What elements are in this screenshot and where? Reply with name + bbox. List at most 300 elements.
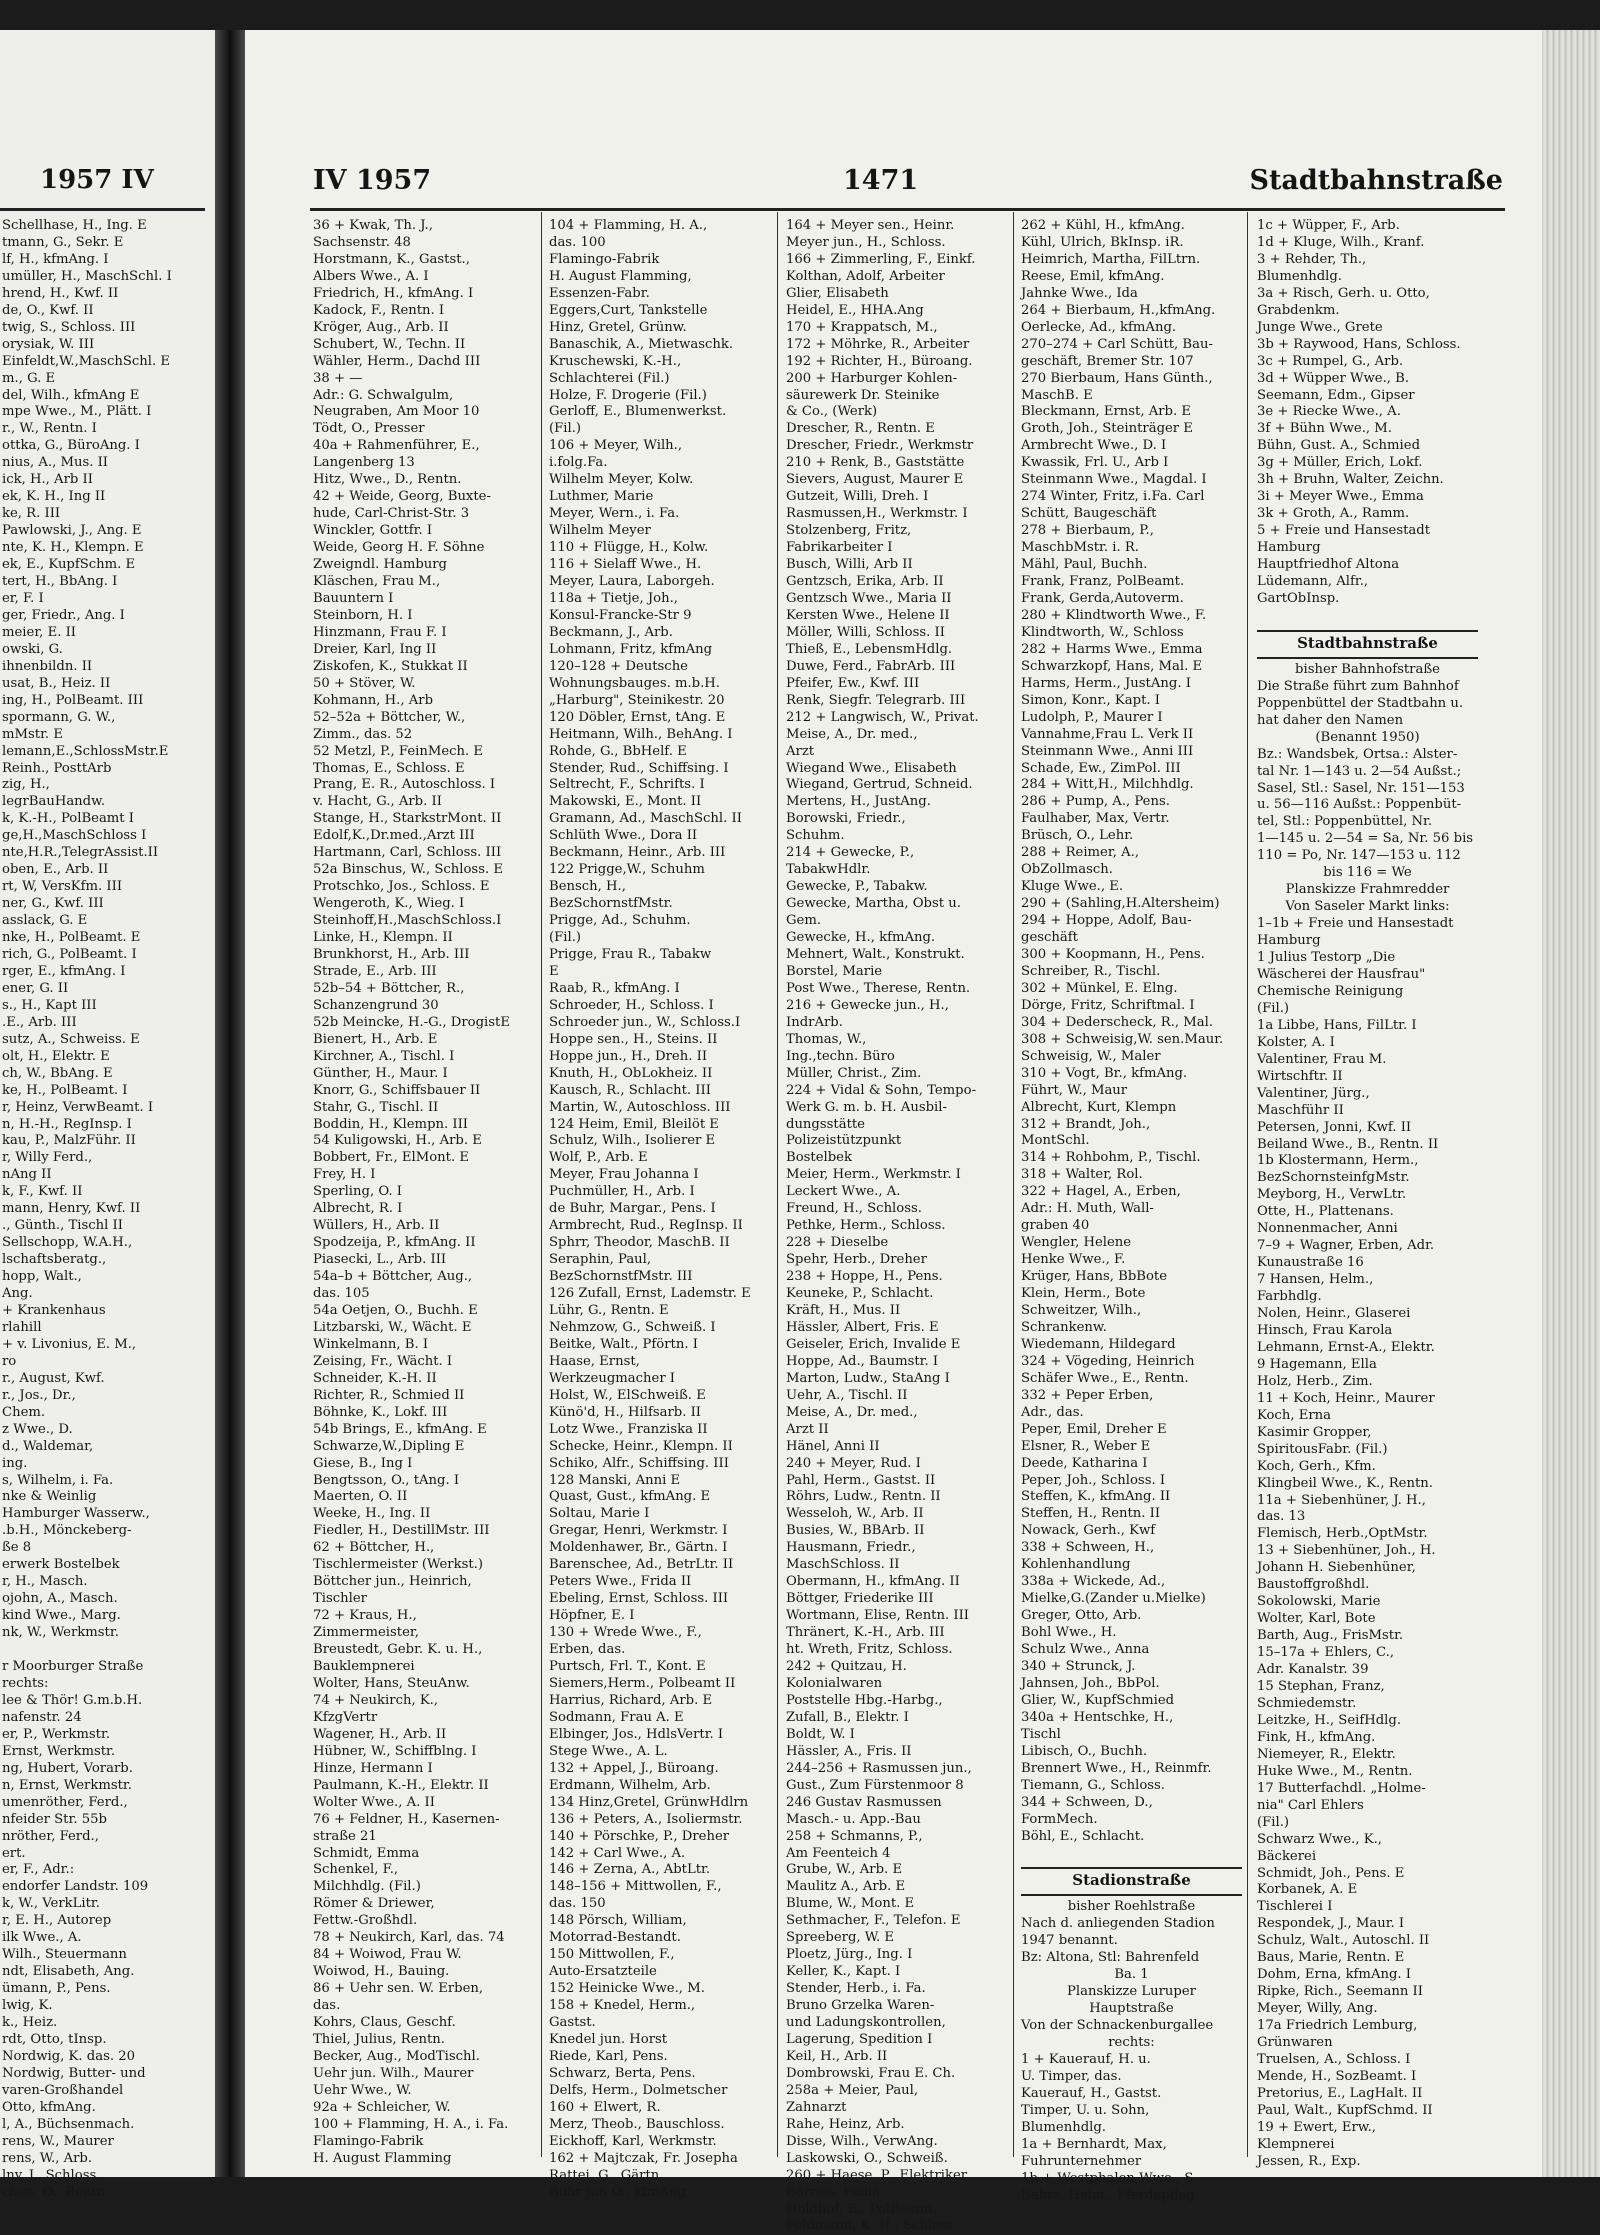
directory-entry: + Krankenhaus: [2, 1303, 106, 1318]
directory-entry: Gutzeit, Willi, Dreh. I: [786, 489, 929, 505]
directory-entry: Schweisig, W., Maler: [1021, 1048, 1161, 1064]
directory-entry: (Fil.): [549, 421, 582, 437]
directory-entry: nius, A., Mus. II: [2, 455, 109, 471]
directory-entry: SpiritousFabr. (Fil.): [1257, 1441, 1388, 1457]
directory-entry: (Fil.): [1257, 1000, 1290, 1016]
directory-entry: Petersen, Jonni, Kwf. II: [1257, 1119, 1412, 1135]
directory-entry: r., W., Rentn. I: [2, 421, 97, 437]
directory-entry: mann, Henry, Kwf. II: [2, 1201, 141, 1217]
directory-entry: Boldt, W. I: [786, 1726, 855, 1742]
directory-entry: 192 + Richter, H., Büroang.: [786, 353, 973, 369]
directory-entry: dungsstätte: [786, 1116, 865, 1132]
directory-entry: Kohlenhandlung: [1021, 1557, 1131, 1573]
directory-entry: Hamburg: [1257, 540, 1321, 556]
directory-entry: Schlüth Wwe., Dora II: [549, 828, 698, 844]
directory-entry: Fuhrunternehmer: [1021, 2153, 1142, 2169]
directory-entry: endorfer Landstr. 109: [2, 1879, 149, 1895]
directory-entry: Elbinger, Jos., HdlsVertr. I: [549, 1726, 724, 1742]
directory-entry: Purtsch, Frl. T., Kont. E: [549, 1659, 706, 1675]
directory-entry: Chem.: [2, 1404, 46, 1420]
directory-entry: ojohn, A., Masch.: [2, 1591, 118, 1607]
directory-entry: Steinmann Wwe., Magdal. I: [1021, 472, 1207, 488]
directory-entry: Schwarze,W.,Dipling E: [313, 1438, 465, 1454]
directory-entry: Schulz Wwe., Anna: [1021, 1642, 1150, 1658]
directory-entry: Gerloff, E., Blumenwerkst.: [549, 404, 727, 420]
directory-column-5: [1257, 218, 1478, 2171]
directory-entry: das. 100: [549, 234, 606, 250]
directory-entry: 1a Libbe, Hans, FilLtr. I: [1257, 1017, 1417, 1033]
directory-entry: Gewecke, Martha, Obst u.: [786, 896, 961, 912]
directory-entry: MontSchl.: [1021, 1133, 1090, 1149]
directory-entry: z Wwe., D.: [2, 1421, 73, 1437]
directory-entry: ObZollmasch.: [1021, 862, 1113, 878]
directory-entry: Rohde, G., BbHelf. E: [549, 743, 687, 759]
directory-entry: Klein, Herm., Bote: [1021, 1286, 1146, 1302]
directory-entry: er, P., Werkmstr.: [2, 1726, 111, 1742]
directory-entry: Nordwig, Butter- und: [2, 2065, 146, 2081]
directory-entry: Gentzsch Wwe., Maria II: [786, 590, 952, 606]
directory-entry: nke & Weinlig: [2, 1489, 97, 1505]
directory-entry: r, Willy Ferd.,: [2, 1150, 93, 1166]
directory-entry: hopp, Walt.,: [2, 1269, 82, 1285]
section-note: rechts:: [1108, 2035, 1155, 2051]
directory-entry: Ziskofen, K., Stukkat II: [313, 658, 468, 674]
directory-entry: Hoppe jun., H., Dreh. II: [549, 1048, 708, 1064]
directory-entry: Beiland Wwe., B., Rentn. II: [1257, 1136, 1439, 1152]
directory-entry: 244–256 + Rasmussen jun.,: [786, 1760, 972, 1776]
directory-entry: de, O., Kwf. II: [2, 302, 94, 318]
directory-entry: 242 + Quitzau, H.: [786, 1659, 907, 1675]
directory-entry: Pawlowski, J., Ang. E: [2, 523, 142, 539]
directory-entry: Stange, H., StarkstrMont. II: [313, 811, 502, 827]
directory-entry: ek, E., KupfSchm. E: [2, 557, 136, 573]
directory-entry: Weide, Georg H. F. Söhne: [313, 540, 485, 556]
directory-entry: Zimmermeister,: [313, 1625, 419, 1641]
directory-entry: Nach d. anliegenden Stadion: [1021, 1916, 1215, 1932]
directory-entry: 150 Mittwollen, F.,: [549, 1947, 675, 1963]
directory-entry: Groth, Joh., Steinträger E: [1021, 421, 1193, 437]
directory-entry: Milchhdlg. (Fil.): [313, 1879, 421, 1895]
directory-entry: 52b–54 + Böttcher, R.,: [313, 980, 465, 996]
directory-entry: Junge Wwe., Grete: [1257, 319, 1383, 335]
directory-entry: Pethke, Herm., Schloss.: [786, 1218, 946, 1234]
directory-entry: Schade, Ew., ZimPol. III: [1021, 760, 1181, 776]
street-section-title: Stadionstraße: [1072, 1871, 1191, 1890]
directory-entry: 3 + Rehder, Th.,: [1257, 251, 1367, 267]
directory-entry: Thomas, E., Schloss. E: [313, 760, 465, 776]
directory-entry: lny, J., Schloss.: [2, 2167, 101, 2183]
street-section-title: Stadtbahnstraße: [1297, 633, 1438, 652]
directory-entry: Wolter, Karl, Bote: [1257, 1611, 1376, 1627]
directory-entry: 302 + Münkel, E. Elng.: [1021, 980, 1178, 996]
directory-entry: Thieß, E., LebensmHdlg.: [786, 641, 953, 657]
directory-entry: Böhl, E., Schlacht.: [1021, 1828, 1145, 1844]
directory-entry: Grünwaren: [1257, 2035, 1333, 2051]
directory-entry: 1 Julius Testorp „Die: [1257, 950, 1396, 966]
directory-entry: Renk, Siegfr. Telegrarb. III: [786, 692, 966, 708]
directory-entry: Moldenhawer, Br., Gärtn. I: [549, 1540, 728, 1556]
directory-entry: Kläschen, Frau M.,: [313, 574, 441, 590]
section-note: bisher Bahnhofstraße: [1295, 661, 1440, 677]
directory-entry: Jahnsen, Joh., BbPol.: [1021, 1675, 1160, 1691]
directory-entry: Glier, Elisabeth: [786, 285, 889, 301]
directory-entry: Flamingo-Fabrik: [549, 251, 660, 267]
directory-entry: Thiel, Julius, Rentn.: [313, 2031, 445, 2047]
directory-entry: straße 21: [313, 1828, 377, 1844]
directory-entry: 120–128 + Deutsche: [549, 658, 688, 674]
directory-entry: Hoppe, Ad., Baumstr. I: [786, 1353, 939, 1369]
directory-entry: 172 + Möhrke, R., Arbeiter: [786, 336, 970, 352]
directory-entry: 110 = Po, Nr. 147—153 u. 112: [1257, 848, 1461, 864]
directory-entry: Albers Wwe., A. I: [313, 268, 429, 284]
directory-entry: Kasimir Gropper,: [1257, 1424, 1372, 1440]
directory-entry: Barenschee, Ad., BetrLtr. II: [549, 1557, 734, 1573]
directory-entry: r, Heinz, VerwBeamt. I: [2, 1099, 154, 1115]
directory-entry: Borstel, Marie: [786, 963, 883, 979]
directory-entry: 13 + Siebenhüner, Joh., H.: [1257, 1543, 1436, 1559]
directory-entry: Hamburger Wasserw.,: [2, 1506, 150, 1522]
directory-entry: BezSchornsteinfgMstr.: [1257, 1170, 1410, 1186]
directory-entry: Lühr, G., Rentn. E: [549, 1303, 669, 1318]
directory-entry: nk, W., Werkmstr.: [2, 1625, 119, 1641]
directory-entry: ndt, Elisabeth, Ang.: [2, 1964, 135, 1980]
directory-entry: zig, H.,: [2, 777, 50, 793]
directory-entry: (Fil.): [549, 930, 582, 946]
directory-entry: Borowski, Friedr.,: [786, 811, 906, 827]
directory-entry: 312 + Brandt, Joh.,: [1021, 1116, 1151, 1132]
directory-entry: Blumenhdlg.: [1257, 268, 1342, 284]
directory-entry: s., H., Kapt III: [2, 997, 97, 1013]
directory-entry: Meise, A., Dr. med.,: [786, 726, 918, 742]
directory-entry: Baustoffgroßhdl.: [1257, 1577, 1370, 1593]
directory-entry: Freund, H., Schloss.: [786, 1201, 922, 1217]
directory-entry: 294 + Hoppe, Adolf, Bau-: [1021, 913, 1192, 929]
directory-entry: Uehr, A., Tischl. II: [786, 1387, 908, 1403]
directory-entry: Holz, Herb., Zim.: [1257, 1373, 1373, 1389]
directory-entry: Schroeder jun., W., Schloss.I: [549, 1014, 741, 1030]
column-divider: [1013, 212, 1014, 2157]
directory-entry: Sasel, Stl.: Sasel, Nr. 151—153: [1257, 780, 1465, 796]
directory-entry: Gramann, Ad., MaschSchl. II: [549, 811, 742, 827]
directory-entry: Spehr, Herb., Dreher: [786, 1252, 927, 1268]
directory-entry: Ernst, Werkmstr.: [2, 1743, 116, 1759]
directory-entry: Korbanek, A. E: [1257, 1882, 1358, 1898]
directory-entry: MaschB. E: [1021, 387, 1093, 403]
directory-entry: Eickhoff, Karl, Werkmstr.: [549, 2133, 717, 2149]
directory-entry: TabakwHdlr.: [786, 862, 871, 878]
directory-entry: Heidel, E., HHA.Ang: [786, 302, 924, 318]
directory-entry: i.folg.Fa.: [549, 455, 608, 471]
header-street: Stadtbahnstraße: [1249, 165, 1503, 196]
directory-entry: Sethmacher, F., Telefon. E: [786, 1913, 961, 1929]
directory-entry: das.: [313, 1998, 341, 2014]
directory-entry: r, H., Masch.: [2, 1574, 88, 1590]
directory-entry: Schütt, Baugeschäft: [1021, 506, 1157, 522]
directory-entry: nröther, Ferd.,: [2, 1828, 99, 1844]
directory-entry: Arzt II: [786, 1421, 829, 1437]
directory-entry: Sperling, O. I: [313, 1184, 402, 1200]
directory-entry: Wolf, P., Arb. E: [549, 1150, 648, 1166]
directory-entry: Johann H. Siebenhüner,: [1257, 1560, 1416, 1576]
directory-entry: ke, H., PolBeamt. I: [2, 1082, 128, 1098]
directory-entry: Künö'd, H., Hilfsarb. II: [549, 1404, 702, 1420]
book-gutter: [215, 30, 245, 2177]
directory-entry: 340a + Hentschke, H.,: [1021, 1709, 1174, 1725]
directory-entry: Kausch, R., Schlacht. III: [549, 1082, 711, 1098]
directory-entry: Tischlerei I: [1257, 1899, 1333, 1915]
directory-entry: 1b + Westphalen Wwe., S.: [1021, 2170, 1198, 2186]
directory-entry: tmann, G., Sekr. E: [2, 234, 124, 250]
directory-entry: 3c + Rumpel, G., Arb.: [1257, 353, 1404, 369]
directory-entry: 3f + Bühn Wwe., M.: [1257, 421, 1392, 437]
directory-entry: 38 + —: [313, 370, 363, 386]
directory-entry: Respondek, J., Maur. I: [1257, 1916, 1405, 1932]
directory-entry: 72 + Kraus, H.,: [313, 1608, 417, 1624]
directory-entry: Brunkhorst, H., Arb. III: [313, 946, 470, 962]
directory-entry: Müller, Christ., Zim.: [786, 1065, 922, 1081]
directory-entry: Kluge Wwe., E.: [1021, 879, 1124, 895]
directory-entry: Fabrikarbeiter I: [786, 540, 893, 556]
directory-entry: Barth, Aug., FrisMstr.: [1257, 1628, 1404, 1644]
directory-entry: Fettw.-Großhdl.: [313, 1913, 418, 1929]
directory-entry: Von der Schnackenburgallee: [1021, 2018, 1214, 2034]
directory-entry: Raab, R., kfmAng. I: [549, 980, 680, 996]
directory-entry: 300 + Koopmann, H., Pens.: [1021, 946, 1205, 962]
directory-entry: 42 + Weide, Georg, Buxte-: [313, 489, 491, 505]
directory-entry: 148–156 + Mittwollen, F.,: [549, 1879, 722, 1895]
directory-entry: rens, W., Arb.: [2, 2150, 93, 2166]
directory-entry: Weeke, H., Ing. II: [313, 1506, 431, 1522]
directory-entry: Bauuntern I: [313, 590, 394, 606]
directory-column-4: [1021, 218, 1242, 2205]
directory-entry: 15 Stephan, Franz,: [1257, 1679, 1385, 1695]
directory-entry: ng, Hubert, Vorarb.: [2, 1760, 133, 1776]
directory-entry: Poppenbüttel der Stadtbahn u.: [1257, 695, 1464, 711]
directory-entry: Masch.- u. App.-Bau: [786, 1811, 921, 1827]
directory-entry: Adr.: H. Muth, Wall-: [1021, 1201, 1154, 1217]
section-note: Planskizze Luruper: [1067, 1984, 1196, 2000]
directory-entry: Keil, H., Arb. II: [786, 2048, 888, 2064]
directory-entry: lwig, K.: [2, 1998, 53, 2014]
directory-entry: Wortmann, Elise, Rentn. III: [786, 1608, 969, 1624]
directory-entry: 120 Döbler, Ernst, tAng. E: [549, 709, 726, 725]
directory-entry: oben, E., Arb. II: [2, 862, 109, 878]
directory-entry: 318 + Walter, Rol.: [1021, 1167, 1143, 1183]
directory-entry: E: [549, 963, 559, 979]
directory-entry: Stender, Rud., Schiffsing. I: [549, 760, 729, 776]
directory-entry: Sachsenstr. 48: [313, 234, 411, 250]
directory-entry: Schweitzer, Wilh.,: [1021, 1303, 1142, 1318]
directory-entry: Schanzengrund 30: [313, 997, 439, 1013]
directory-entry: Glier, W., KupfSchmied: [1021, 1692, 1175, 1708]
directory-entry: Hässler, A., Fris. II: [786, 1743, 912, 1759]
directory-entry: n, H.-H., RegInsp. I: [2, 1116, 132, 1132]
directory-entry: Pretorius, E., LagHalt. II: [1257, 2085, 1423, 2101]
directory-entry: Flamingo-Fabrik: [313, 2133, 424, 2149]
directory-entry: 314 + Rohbohm, P., Tischl.: [1021, 1150, 1201, 1166]
directory-entry: mMstr. E: [2, 726, 63, 742]
directory-entry: 36 + Kwak, Th. J.,: [313, 218, 433, 233]
directory-entry: Holze, F. Drogerie (Fil.): [549, 387, 707, 403]
directory-entry: Wilh., Steuermann: [2, 1947, 127, 1963]
directory-entry: Henke Wwe., F.: [1021, 1252, 1126, 1268]
section-note: (Benannt 1950): [1315, 729, 1420, 745]
directory-entry: Koch, Gerh., Kfm.: [1257, 1458, 1376, 1474]
directory-entry: Faulhaber, Max, Vertr.: [1021, 811, 1170, 827]
directory-entry: Schuhm.: [786, 828, 845, 844]
directory-entry: Tödt, O., Presser: [313, 421, 425, 437]
directory-entry: kind Wwe., Marg.: [2, 1608, 121, 1624]
section-note: Hauptstraße: [1089, 2001, 1174, 2017]
directory-entry: nafenstr. 24: [2, 1709, 82, 1725]
left-page: [0, 30, 215, 2200]
directory-entry: 124 Heim, Emil, Bleilöt E: [549, 1116, 719, 1132]
directory-entry: Lotz Wwe., Franziska II: [549, 1421, 708, 1437]
directory-entry: Makowski, E., Mont. II: [549, 794, 702, 810]
directory-entry: Böttcher jun., Heinrich,: [313, 1574, 472, 1590]
directory-entry: 1–1b + Freie und Hansestadt: [1257, 916, 1454, 932]
directory-entry: 104 + Flamming, H. A.,: [549, 218, 708, 233]
directory-entry: ge,H.,MaschSchloss I: [2, 828, 147, 844]
directory-entry: Möller, Willi, Schloss. II: [786, 624, 945, 640]
directory-entry: hat daher den Namen: [1257, 712, 1404, 728]
directory-entry: Arzt: [786, 743, 815, 759]
directory-entry: 11a + Siebenhüner, J. H.,: [1257, 1492, 1426, 1508]
directory-entry: 106 + Meyer, Wilh.,: [549, 438, 683, 454]
directory-entry: graben 40: [1021, 1218, 1090, 1234]
directory-entry: Baus, Marie, Rentn. E: [1257, 1950, 1405, 1966]
directory-entry: nke, H., PolBeamt. E: [2, 930, 141, 946]
directory-entry: geschäft: [1021, 930, 1078, 946]
directory-entry: n, Ernst, Werkmstr.: [2, 1777, 132, 1793]
directory-entry: 1c + Wüpper, F., Arb.: [1257, 218, 1400, 233]
directory-entry: 110 + Flügge, H., Kolw.: [549, 540, 709, 556]
directory-entry: Bostelbek: [786, 1150, 852, 1166]
directory-entry: ilk Wwe., A.: [2, 1930, 82, 1946]
directory-entry: Laskowski, O., Schweiß.: [786, 2150, 948, 2166]
directory-entry: 140 + Pörschke, P., Dreher: [549, 1828, 730, 1844]
directory-entry: ro: [2, 1353, 17, 1369]
directory-entry: Adr., das.: [1021, 1404, 1084, 1420]
directory-entry: Erben, das.: [549, 1642, 626, 1658]
directory-entry: Ing.,techn. Büro: [786, 1048, 895, 1064]
directory-entry: Tischler: [313, 1591, 367, 1607]
directory-entry: Maschführ II: [1257, 1102, 1344, 1118]
directory-entry: Hinze, Hermann I: [313, 1760, 433, 1776]
directory-entry: Grabdenkm.: [1257, 302, 1340, 318]
directory-entry: Werk G. m. b. H. Ausbil-: [786, 1099, 947, 1115]
directory-entry: Lagerung, Spedition I: [786, 2031, 933, 2047]
directory-entry: Ebeling, Ernst, Schloss. III: [549, 1591, 729, 1607]
directory-entry: 332 + Peper Erben,: [1021, 1387, 1154, 1403]
directory-entry: Schellhase, H., Ing. E: [2, 218, 147, 233]
directory-entry: Mielke,G.(Zander u.Mielke): [1021, 1591, 1206, 1607]
directory-entry: 7 Hansen, Helm.,: [1257, 1272, 1374, 1288]
directory-entry: 290 + (Sahling,H.Altersheim): [1021, 896, 1220, 912]
directory-entry: Leckert Wwe., A.: [786, 1184, 901, 1200]
directory-entry: Richter, R., Schmied II: [313, 1387, 465, 1403]
directory-entry: 284 + Witt,H., Milchhdlg.: [1021, 777, 1194, 793]
directory-entry: rlahill: [2, 1319, 42, 1335]
directory-entry: Farbhdlg.: [1257, 1289, 1322, 1305]
directory-entry: Jahnke Wwe., Ida: [1021, 285, 1138, 301]
directory-entry: 216 + Gewecke jun., H.,: [786, 997, 949, 1013]
directory-entry: Die Straße führt zum Bahnhof: [1257, 678, 1459, 694]
directory-entry: Knorr, G., Schiffsbauer II: [313, 1082, 481, 1098]
directory-entry: Knedel jun. Horst: [549, 2031, 668, 2047]
directory-entry: nte, K. H., Klempn. E: [2, 540, 144, 556]
directory-entry: Reinh., PosttArb: [2, 760, 112, 776]
directory-entry: BezSchornstfMstr. III: [549, 1269, 693, 1285]
directory-entry: MaschbMstr. i. R.: [1021, 540, 1139, 556]
directory-entry: Geiseler, Erich, Invalide E: [786, 1336, 961, 1352]
directory-entry: Bruno Grzelka Waren-: [786, 1998, 935, 2014]
directory-entry: Maulitz A., Arb. E: [786, 1879, 906, 1895]
directory-entry: ihnenbildn. II: [2, 658, 93, 674]
directory-entry: Rasmussen,H., Werkmstr. I: [786, 506, 968, 522]
directory-entry: Gastst.: [549, 2015, 596, 2031]
directory-entry: 304 + Dederscheck, R., Mal.: [1021, 1014, 1214, 1030]
directory-entry: 126 Zufall, Ernst, Lademstr. E: [549, 1286, 751, 1302]
directory-entry: Hauptfriedhof Altona: [1257, 557, 1400, 573]
directory-entry: lf, H., kfmAng. I: [2, 251, 109, 267]
directory-entry: Drescher, R., Rentn. E: [786, 421, 935, 437]
directory-entry: 224 + Vidal & Sohn, Tempo-: [786, 1082, 977, 1098]
section-rule: [1021, 1894, 1242, 1896]
directory-entry: k, K.-H., PolBeamt I: [2, 811, 135, 827]
directory-entry: er, F., Adr.:: [2, 1862, 75, 1878]
directory-entry: Nonnenmacher, Anni: [1257, 1221, 1398, 1237]
left-page-header: 1957 IV: [40, 165, 154, 195]
directory-entry: 54a–b + Böttcher, Aug.,: [313, 1269, 473, 1285]
directory-entry: 54 Kuligowski, H., Arb. E: [313, 1133, 482, 1149]
directory-entry: Eggers,Curt, Tankstelle: [549, 302, 708, 318]
directory-entry: Spodzeija, P., kfmAng. II: [313, 1235, 476, 1251]
directory-entry: 134 Hinz,Gretel, GrünwHdlrn: [549, 1794, 749, 1810]
directory-entry: Peters Wwe., Frida II: [549, 1574, 692, 1590]
directory-entry: 3h + Bruhn, Walter, Zeichn.: [1257, 472, 1444, 488]
directory-entry: ottka, G., BüroAng. I: [2, 438, 140, 454]
directory-entry: Prigge, Ad., Schuhm.: [549, 913, 691, 929]
directory-entry: Buhr jun O., kfmAng: [549, 2184, 686, 2200]
directory-entry: del, Wilh., kfmAng E: [2, 387, 140, 403]
directory-entry: Rattei, G., Gärtn: [549, 2167, 660, 2183]
directory-entry: Nolen, Heinr., Glaserei: [1257, 1306, 1411, 1322]
directory-entry: k, F., Kwf. II: [2, 1184, 83, 1200]
directory-entry: KfzgVertr: [313, 1709, 378, 1725]
directory-entry: Stolzenberg, Fritz,: [786, 523, 912, 539]
directory-entry: Pahl, Herm., Gastst. II: [786, 1472, 936, 1488]
directory-entry: Paulmann, K.-H., Elektr. II: [313, 1777, 489, 1793]
directory-entry: umüller, H., MaschSchl. I: [2, 268, 172, 284]
directory-entry: Steinborn, H. I: [313, 607, 413, 623]
directory-entry: kau, P., MalzFühr. II: [2, 1133, 136, 1149]
directory-entry: Hitz, Wwe., D., Rentn.: [313, 472, 462, 488]
directory-entry: 52–52a + Böttcher, W.,: [313, 709, 466, 725]
directory-entry: 19 + Ewert, Erw.,: [1257, 2119, 1376, 2135]
directory-entry: Tischlermeister (Werkst.): [313, 1557, 484, 1573]
directory-entry: Essenzen-Fabr.: [549, 285, 650, 301]
directory-entry: „Harburg", Steinikestr. 20: [549, 692, 725, 708]
directory-entry: Hübner, W., Schiffblng. I: [313, 1743, 477, 1759]
directory-entry: Sievers, August, Maurer E: [786, 472, 964, 488]
directory-entry: Lohmann, Fritz, kfmAng: [549, 641, 713, 657]
directory-entry: 54b Brings, E., kfmAng. E: [313, 1421, 487, 1437]
directory-entry: 100 + Flamming, H. A., i. Fa.: [313, 2116, 509, 2132]
directory-entry: Harms, Herm., JustAng. I: [1021, 675, 1191, 691]
directory-entry: Hinz, Gretel, Grünw.: [549, 319, 687, 335]
directory-entry: 9 Hagemann, Ella: [1257, 1356, 1377, 1372]
